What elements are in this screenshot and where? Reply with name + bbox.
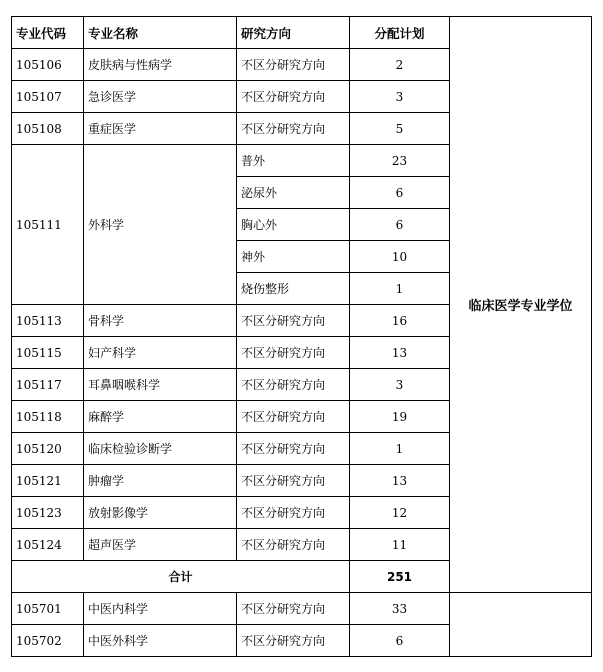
quota-value: 1 [350,273,450,305]
header-direction: 研究方向 [237,17,350,49]
major-name: 临床检验诊断学 [84,433,237,465]
major-code: 105106 [12,49,84,81]
degree-label-empty [450,593,592,657]
quota-value: 1 [350,433,450,465]
quota-value: 12 [350,497,450,529]
major-name: 皮肤病与性病学 [84,49,237,81]
quota-value: 19 [350,401,450,433]
research-direction: 不区分研究方向 [237,625,350,657]
major-code: 105123 [12,497,84,529]
major-code: 105124 [12,529,84,561]
header-quota: 分配计划 [350,17,450,49]
major-code: 105107 [12,81,84,113]
quota-value: 23 [350,145,450,177]
research-direction: 胸心外 [237,209,350,241]
research-direction: 不区分研究方向 [237,113,350,145]
major-name: 肿瘤学 [84,465,237,497]
major-name: 急诊医学 [84,81,237,113]
major-name: 中医外科学 [84,625,237,657]
total-label: 合计 [12,561,350,593]
major-code: 105121 [12,465,84,497]
research-direction: 不区分研究方向 [237,465,350,497]
table-row [12,593,592,625]
major-code: 105118 [12,401,84,433]
major-code: 105701 [12,593,84,625]
quota-value: 6 [350,625,450,657]
research-direction: 不区分研究方向 [237,49,350,81]
major-code: 105113 [12,305,84,337]
research-direction: 神外 [237,241,350,273]
major-name: 麻醉学 [84,401,237,433]
major-code: 105117 [12,369,84,401]
major-code: 105115 [12,337,84,369]
quota-value: 13 [350,337,450,369]
research-direction: 不区分研究方向 [237,529,350,561]
major-name: 外科学 [84,145,237,305]
major-name: 耳鼻咽喉科学 [84,369,237,401]
major-code: 105108 [12,113,84,145]
quota-value: 11 [350,529,450,561]
quota-value: 6 [350,209,450,241]
major-code: 105120 [12,433,84,465]
quota-value: 2 [350,49,450,81]
major-code: 105111 [12,145,84,305]
major-name: 妇产科学 [84,337,237,369]
quota-value: 10 [350,241,450,273]
table-header-row [12,17,592,49]
research-direction: 不区分研究方向 [237,401,350,433]
quota-value: 5 [350,113,450,145]
research-direction: 泌尿外 [237,177,350,209]
research-direction: 不区分研究方向 [237,433,350,465]
research-direction: 不区分研究方向 [237,593,350,625]
major-name: 超声医学 [84,529,237,561]
research-direction: 不区分研究方向 [237,497,350,529]
research-direction: 不区分研究方向 [237,369,350,401]
major-name: 骨科学 [84,305,237,337]
major-name: 中医内科学 [84,593,237,625]
quota-value: 6 [350,177,450,209]
degree-label: 临床医学专业学位 [450,17,592,593]
quota-value: 16 [350,305,450,337]
total-quota: 251 [350,561,450,593]
quota-value: 13 [350,465,450,497]
major-code: 105702 [12,625,84,657]
quota-value: 33 [350,593,450,625]
research-direction: 不区分研究方向 [237,305,350,337]
header-name: 专业名称 [84,17,237,49]
research-direction: 普外 [237,145,350,177]
quota-table [11,16,592,657]
quota-value: 3 [350,81,450,113]
major-name: 放射影像学 [84,497,237,529]
research-direction: 不区分研究方向 [237,337,350,369]
research-direction: 不区分研究方向 [237,81,350,113]
research-direction: 烧伤整形 [237,273,350,305]
quota-value: 3 [350,369,450,401]
major-name: 重症医学 [84,113,237,145]
header-code: 专业代码 [12,17,84,49]
